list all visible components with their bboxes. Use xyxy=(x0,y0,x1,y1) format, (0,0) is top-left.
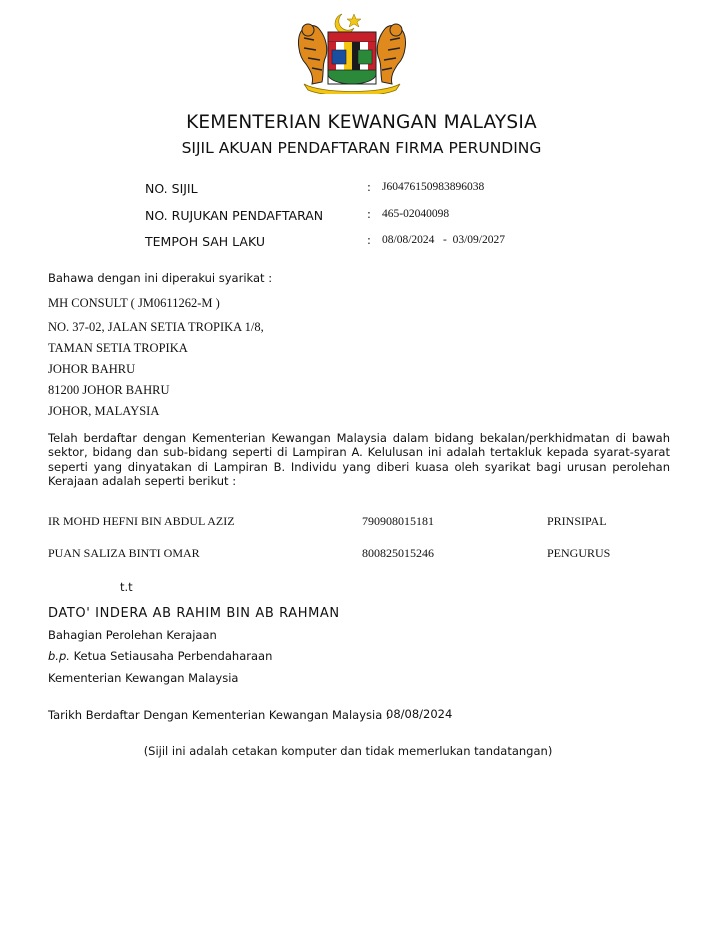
signatory-ministry: Kementerian Kewangan Malaysia xyxy=(48,671,239,685)
validity-value: 08/08/2024 - 03/09/2027 xyxy=(382,234,505,246)
validity-label: TEMPOH SAH LAKU xyxy=(145,234,265,249)
person-name: IR MOHD HEFNI BIN ABDUL AZIZ xyxy=(48,514,235,528)
colon: : xyxy=(367,180,371,194)
registered-date-label: Tarikh Berdaftar Dengan Kementerian Kewangan Malaysia : xyxy=(48,708,390,722)
person-role: PRINSIPAL xyxy=(547,514,607,528)
position-text: Ketua Setiausaha Perbendaharaan xyxy=(69,649,273,663)
certificate-no-value: J60476150983896038 xyxy=(382,181,485,193)
person-role: PENGURUS xyxy=(547,546,611,560)
bp-abbrev: b.p. xyxy=(48,649,70,663)
address-line: NO. 37-02, JALAN SETIA TROPIKA 1/8, xyxy=(48,320,264,334)
registration-paragraph: Telah berdaftar dengan Kementerian Kewangan Malaysia dalam bidang bekalan/perkhidmatan di bawah sektor, bidang dan sub-bidang seperti di Lampiran A. Kelulusan ini adalah tertakluk kepada syarat-syarat seperti yang dinyatakan di Lampiran B. Individu yang diberi kuasa oleh syarikat bagi urusan perolehan Kerajaan adalah seperti berikut : xyxy=(48,431,670,489)
footer-note: (Sijil ini adalah cetakan komputer dan tidak memerlukan tandatangan) xyxy=(143,744,553,758)
intro-text: Bahawa dengan ini diperakui syarikat : xyxy=(48,271,273,285)
person-id: 800825015246 xyxy=(362,546,434,560)
signatory-department: Bahagian Perolehan Kerajaan xyxy=(48,628,217,642)
address-line: TAMAN SETIA TROPIKA xyxy=(48,341,188,355)
signatory-position xyxy=(48,649,272,663)
registered-date-value: 08/08/2024 xyxy=(386,707,453,721)
registration-ref-label: NO. RUJUKAN PENDAFTARAN xyxy=(145,208,324,223)
registration-ref-value: 465-02040098 xyxy=(382,208,450,220)
coat-of-arms-emblem xyxy=(292,10,412,94)
company-name: MH CONSULT ( JM0611262-M ) xyxy=(48,296,220,310)
certificate-no-label: NO. SIJIL xyxy=(145,181,198,196)
tt-mark: t.t xyxy=(120,580,133,594)
address-line: JOHOR, MALAYSIA xyxy=(48,404,160,418)
person-id: 790908015181 xyxy=(362,514,434,528)
person-name: PUAN SALIZA BINTI OMAR xyxy=(48,546,200,560)
address-line: JOHOR BAHRU xyxy=(48,362,136,376)
address-line: 81200 JOHOR BAHRU xyxy=(48,383,170,397)
signatory-name: DATO' INDERA AB RAHIM BIN AB RAHMAN xyxy=(48,606,340,621)
certificate-title: SIJIL AKUAN PENDAFTARAN FIRMA PERUNDING xyxy=(181,139,542,157)
colon: : xyxy=(367,207,371,221)
colon: : xyxy=(367,233,371,247)
ministry-heading: KEMENTERIAN KEWANGAN MALAYSIA xyxy=(186,112,537,133)
